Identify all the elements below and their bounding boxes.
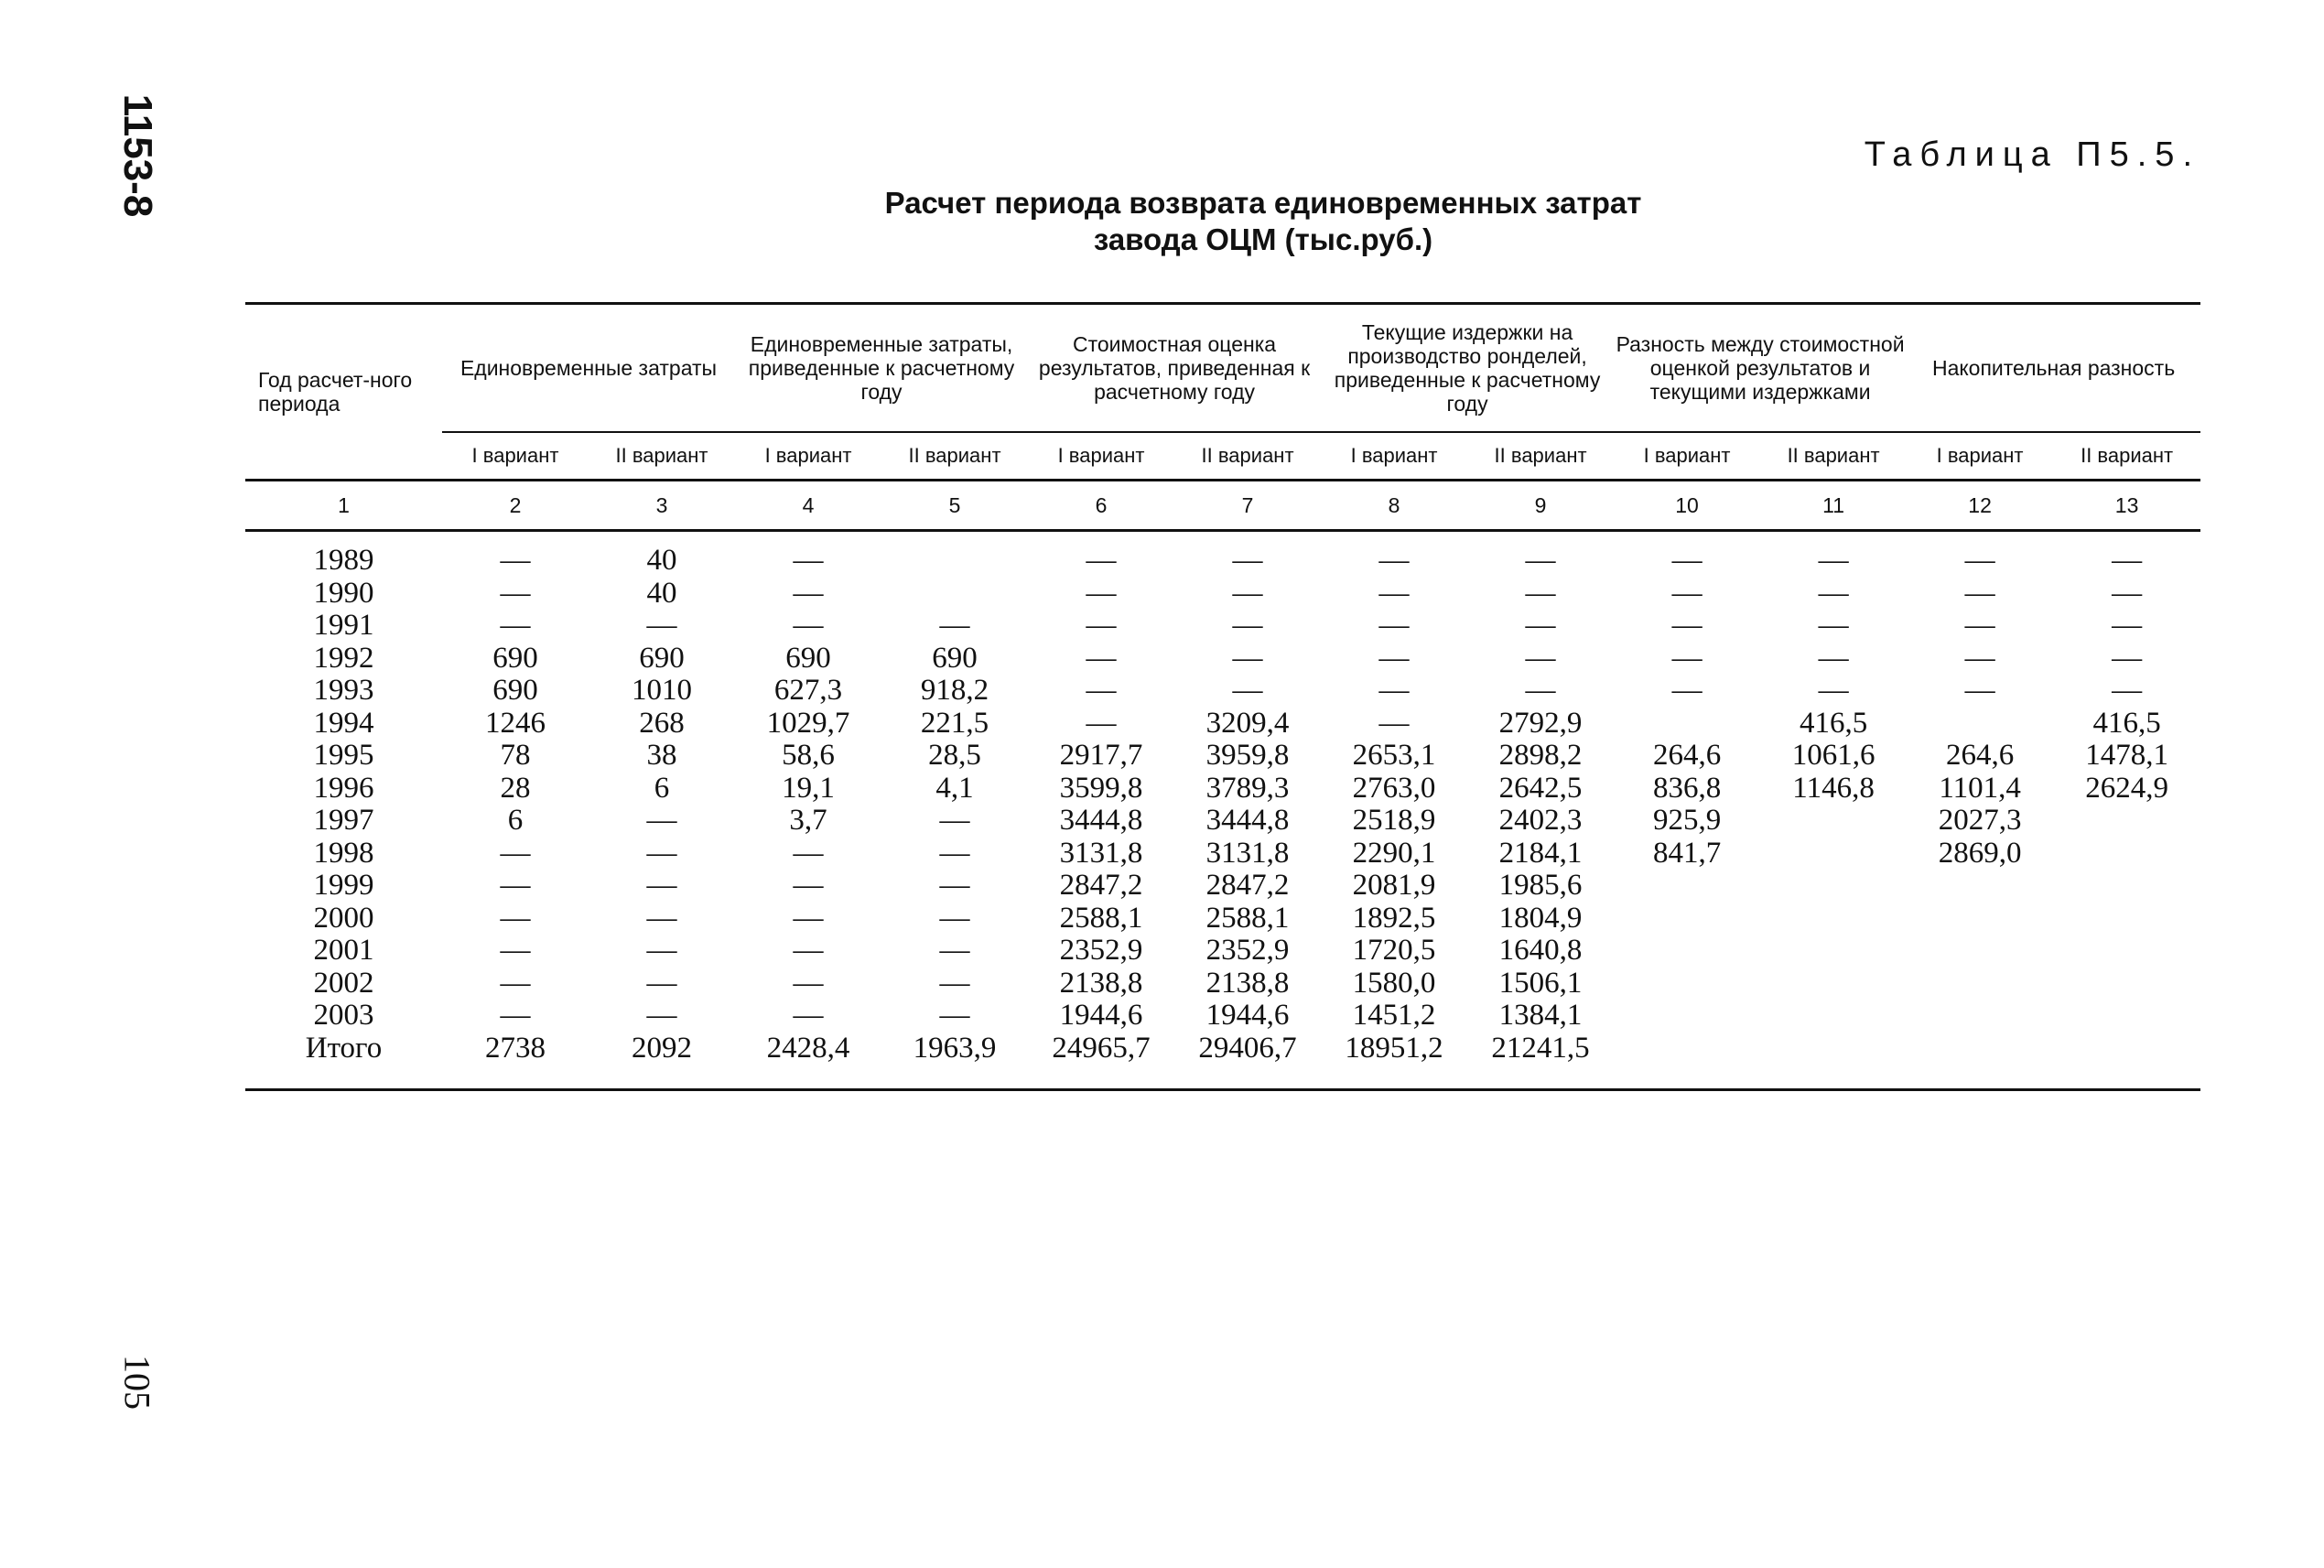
table-row	[245, 903, 2200, 935]
table-cell	[1907, 968, 2053, 1000]
table-cell	[2053, 805, 2200, 838]
table-cell: —	[500, 576, 531, 610]
table-cell: 19,1	[782, 771, 835, 805]
table-bottom-rule	[245, 1090, 2200, 1129]
table-cell: 2588,1	[1205, 901, 1290, 935]
year-cell: 1995	[313, 739, 374, 772]
table-cell	[2053, 1033, 2200, 1090]
table-cell: 2027,3	[1938, 804, 2022, 837]
table-cell: —	[500, 966, 531, 1000]
column-number-row	[245, 481, 2200, 531]
table-row	[245, 610, 2200, 643]
table-cell: 2518,9	[1352, 804, 1436, 837]
table-cell	[1760, 968, 1907, 1000]
table-cell	[2053, 1000, 2200, 1033]
table-cell: 28	[500, 771, 531, 805]
table-cell	[1614, 870, 1760, 903]
table-cell: 2138,8	[1059, 966, 1143, 1000]
year-cell: 1997	[313, 804, 374, 837]
table-cell: —	[500, 609, 531, 642]
table-cell: 2290,1	[1352, 836, 1436, 870]
table-cell	[2053, 838, 2200, 871]
table-cell: 836,8	[1652, 771, 1722, 805]
table-cell: —	[939, 999, 970, 1032]
column-number: 1	[245, 481, 442, 531]
table-cell: —	[1378, 576, 1410, 610]
table-row	[245, 708, 2200, 741]
table-cell	[2053, 903, 2200, 935]
table-cell: 29406,7	[1198, 1031, 1297, 1065]
table-cell: —	[793, 836, 824, 870]
group-header-results-value: Стоимостная оценка результатов, приведенная к расчетному году	[1028, 304, 1321, 433]
table-cell: —	[939, 804, 970, 837]
table-cell: 690	[785, 641, 831, 675]
table-cell: —	[646, 836, 677, 870]
variant-header: I вариант	[1321, 432, 1467, 481]
table-cell: —	[2112, 544, 2143, 577]
table-cell: 1010	[632, 674, 692, 707]
table-cell: —	[1232, 576, 1263, 610]
table-cell	[1907, 1033, 2053, 1090]
table-cell: 1985,6	[1498, 869, 1583, 902]
table-cell: 24965,7	[1052, 1031, 1151, 1065]
table-row	[245, 1000, 2200, 1033]
table-cell: 1478,1	[2085, 739, 2168, 772]
table-cell: —	[2112, 609, 2143, 642]
margin-document-code: 1153-8	[115, 93, 160, 218]
payback-table	[245, 302, 2200, 1128]
table-row	[245, 675, 2200, 708]
table-cell: 2588,1	[1059, 901, 1143, 935]
table-cell: 1146,8	[1792, 771, 1875, 805]
table-cell: —	[1818, 641, 1849, 675]
table-row	[245, 643, 2200, 676]
table-cell: —	[1232, 609, 1263, 642]
table-cell: —	[1086, 706, 1117, 740]
table-cell: —	[793, 966, 824, 1000]
table-cell	[1907, 935, 2053, 968]
table-cell: —	[1671, 576, 1702, 610]
table-cell	[2053, 870, 2200, 903]
table-cell: 690	[492, 641, 538, 675]
table-cell: —	[1525, 641, 1556, 675]
table-cell	[1760, 1000, 1907, 1033]
table-cell: 918,2	[920, 674, 989, 707]
column-number: 11	[1760, 481, 1907, 531]
year-cell: 2002	[313, 966, 374, 1000]
table-cell	[1760, 935, 1907, 968]
table-row	[245, 531, 2200, 578]
table-cell	[1760, 870, 1907, 903]
year-cell: Итого	[305, 1031, 383, 1065]
table-cell: —	[1378, 706, 1410, 740]
table-cell: 2138,8	[1205, 966, 1290, 1000]
table-cell: —	[500, 901, 531, 935]
variant-header: I вариант	[735, 432, 881, 481]
table-cell: 1246	[485, 706, 546, 740]
table-cell: —	[1378, 641, 1410, 675]
table-cell: 3959,8	[1205, 739, 1290, 772]
table-cell	[1614, 708, 1760, 741]
table-cell: 2092	[632, 1031, 692, 1065]
group-header-cumulative-difference: Накопительная разность	[1907, 304, 2200, 433]
table-cell: 6	[654, 771, 670, 805]
table-cell: —	[793, 609, 824, 642]
table-row	[245, 935, 2200, 968]
table-cell	[1760, 805, 1907, 838]
table-cell: 58,6	[782, 739, 835, 772]
page-number: 105	[116, 1355, 158, 1410]
table-cell: 268	[639, 706, 685, 740]
table-cell: —	[1378, 674, 1410, 707]
table-cell: —	[1525, 576, 1556, 610]
table-cell	[2053, 935, 2200, 968]
table-cell: —	[1378, 544, 1410, 577]
table-cell	[1907, 870, 2053, 903]
year-cell: 1993	[313, 674, 374, 707]
table-cell: 1963,9	[913, 1031, 997, 1065]
year-cell: 1994	[313, 706, 374, 740]
table-cell: —	[939, 934, 970, 967]
table-row	[245, 578, 2200, 611]
variant-header: II вариант	[1760, 432, 1907, 481]
table-cell: 38	[646, 739, 677, 772]
table-label: Таблица П5.5.	[1864, 135, 2200, 174]
table-cell: —	[1086, 544, 1117, 577]
table-cell: 3444,8	[1059, 804, 1143, 837]
table-cell: —	[1818, 576, 1849, 610]
table-cell	[881, 578, 1028, 611]
table-cell: —	[646, 804, 677, 837]
title-line-2: завода ОЦМ (тыс.руб.)	[1093, 222, 1433, 256]
year-cell: 1996	[313, 771, 374, 805]
table-cell: 2402,3	[1498, 804, 1583, 837]
table-cell: 2917,7	[1059, 739, 1143, 772]
table-cell: 2081,9	[1352, 869, 1436, 902]
table-cell: —	[500, 869, 531, 902]
variant-header: I вариант	[1614, 432, 1760, 481]
variant-header: I вариант	[1028, 432, 1174, 481]
table-cell: 2184,1	[1498, 836, 1583, 870]
table-row	[245, 968, 2200, 1000]
year-cell: 1989	[313, 544, 374, 577]
table-cell: —	[793, 901, 824, 935]
column-number: 12	[1907, 481, 2053, 531]
table-cell: —	[939, 901, 970, 935]
table-cell: 2653,1	[1352, 739, 1436, 772]
table-cell: 1451,2	[1352, 999, 1436, 1032]
table-cell: —	[1378, 609, 1410, 642]
table-cell	[1907, 903, 2053, 935]
column-number: 8	[1321, 481, 1467, 531]
column-number: 13	[2053, 481, 2200, 531]
table-cell: —	[1671, 641, 1702, 675]
table-cell: —	[793, 869, 824, 902]
table-cell: 2352,9	[1059, 934, 1143, 967]
table-cell	[881, 531, 1028, 578]
table-cell: —	[2112, 674, 2143, 707]
group-header-current-costs: Текущие издержки на производство ронделей, приведенные к расчетному году	[1321, 304, 1614, 433]
table-row	[245, 870, 2200, 903]
column-number: 9	[1467, 481, 1614, 531]
variant-header: I вариант	[1907, 432, 2053, 481]
table-cell: —	[1086, 609, 1117, 642]
table-cell	[1907, 1000, 2053, 1033]
table-cell: 2428,4	[766, 1031, 850, 1065]
table-cell: —	[646, 966, 677, 1000]
table-cell	[1760, 1033, 1907, 1090]
column-number: 6	[1028, 481, 1174, 531]
table-cell: 627,3	[773, 674, 843, 707]
table-cell: —	[1671, 609, 1702, 642]
table-cell: 690	[639, 641, 685, 675]
table-cell	[1614, 903, 1760, 935]
variant-header: II вариант	[881, 432, 1028, 481]
table-cell: —	[939, 836, 970, 870]
table-cell: 264,6	[1945, 739, 2015, 772]
year-cell: 2003	[313, 999, 374, 1032]
column-number: 4	[735, 481, 881, 531]
table-cell: —	[646, 999, 677, 1032]
column-number: 5	[881, 481, 1028, 531]
table-cell: —	[793, 999, 824, 1032]
table-body	[245, 531, 2200, 1090]
table-cell: 40	[646, 544, 677, 577]
variant-header: II вариант	[1467, 432, 1614, 481]
table-cell: —	[1525, 609, 1556, 642]
table-cell: 21241,5	[1491, 1031, 1590, 1065]
table-cell: 3131,8	[1059, 836, 1143, 870]
table-cell: —	[1232, 544, 1263, 577]
table-cell: —	[1964, 609, 1995, 642]
table-cell: —	[1818, 609, 1849, 642]
group-header-one-time-costs: Единовременные затраты	[442, 304, 735, 433]
table-cell: —	[500, 999, 531, 1032]
table-cell: 3444,8	[1205, 804, 1290, 837]
year-cell: 2001	[313, 934, 374, 967]
table-cell: —	[793, 576, 824, 610]
table-cell: —	[1232, 641, 1263, 675]
table-cell: —	[1525, 544, 1556, 577]
table-cell: —	[1964, 544, 1995, 577]
year-cell: 1991	[313, 609, 374, 642]
table-cell: 1101,4	[1939, 771, 2021, 805]
table-cell: —	[793, 544, 824, 577]
table-cell	[1614, 968, 1760, 1000]
table-title	[815, 185, 1712, 258]
table-cell: —	[1086, 641, 1117, 675]
table-cell: —	[500, 836, 531, 870]
table-cell: 2763,0	[1352, 771, 1436, 805]
year-cell: 1998	[313, 836, 374, 870]
table-cell: 2738	[485, 1031, 546, 1065]
year-cell: 1992	[313, 641, 374, 675]
table-cell: 925,9	[1652, 804, 1722, 837]
table-cell: 3209,4	[1205, 706, 1290, 740]
table-cell: 3599,8	[1059, 771, 1143, 805]
table-cell: 1506,1	[1498, 966, 1583, 1000]
table-row	[245, 838, 2200, 871]
table-cell: —	[646, 609, 677, 642]
table-cell: 1892,5	[1352, 901, 1436, 935]
table-cell: 3789,3	[1205, 771, 1290, 805]
table-cell: 18951,2	[1345, 1031, 1443, 1065]
table-cell: 2792,9	[1498, 706, 1583, 740]
table-cell: 28,5	[928, 739, 981, 772]
year-column-header: Год расчет-ного периода	[245, 304, 442, 481]
table-cell: 2869,0	[1938, 836, 2022, 870]
table-row	[245, 1033, 2200, 1090]
table-cell: —	[1818, 674, 1849, 707]
table-cell: 2642,5	[1498, 771, 1583, 805]
table-cell	[2053, 968, 2200, 1000]
column-number: 3	[589, 481, 735, 531]
year-cell: 1999	[313, 869, 374, 902]
year-cell: 1990	[313, 576, 374, 610]
table-cell: —	[2112, 576, 2143, 610]
table-cell: 1944,6	[1059, 999, 1143, 1032]
table-cell: —	[1964, 641, 1995, 675]
table-cell: 1720,5	[1352, 934, 1436, 967]
table-cell: —	[939, 869, 970, 902]
table-cell: 690	[492, 674, 538, 707]
table-cell: 2352,9	[1205, 934, 1290, 967]
table-cell: 416,5	[1799, 706, 1868, 740]
table-cell	[1760, 838, 1907, 871]
table-cell: 690	[932, 641, 978, 675]
column-number: 10	[1614, 481, 1760, 531]
table-cell	[1907, 708, 2053, 741]
table-cell: —	[500, 934, 531, 967]
group-header-discounted-costs: Единовременные затраты, приведенные к расчетному году	[735, 304, 1028, 433]
table-cell: —	[939, 966, 970, 1000]
table-cell: —	[939, 609, 970, 642]
table-row	[245, 773, 2200, 806]
variant-header: II вариант	[2053, 432, 2200, 481]
variant-header: II вариант	[589, 432, 735, 481]
table-cell: 40	[646, 576, 677, 610]
table-cell: —	[1964, 674, 1995, 707]
variant-header: II вариант	[1174, 432, 1321, 481]
table-cell: —	[500, 544, 531, 577]
table-cell: 1061,6	[1791, 739, 1875, 772]
table-cell: —	[1086, 674, 1117, 707]
table-cell	[1760, 903, 1907, 935]
table-cell: 1384,1	[1498, 999, 1583, 1032]
table-cell: 2847,2	[1059, 869, 1143, 902]
year-cell: 2000	[313, 901, 374, 935]
table-cell: 416,5	[2092, 706, 2161, 740]
table-cell: —	[646, 901, 677, 935]
table-cell: 2624,9	[2085, 771, 2168, 805]
table-cell: 78	[500, 739, 531, 772]
table-cell: —	[1525, 674, 1556, 707]
table-cell: 1580,0	[1352, 966, 1436, 1000]
table-cell: 2898,2	[1498, 739, 1583, 772]
title-line-1: Расчет периода возврата единовременных затрат	[884, 186, 1642, 220]
table-cell: —	[1086, 576, 1117, 610]
table-cell: —	[1964, 576, 1995, 610]
table-cell: 3131,8	[1205, 836, 1290, 870]
table-cell: 3,7	[789, 804, 827, 837]
table-cell: —	[1818, 544, 1849, 577]
table-cell: —	[1232, 674, 1263, 707]
table-cell	[1614, 1033, 1760, 1090]
column-number: 7	[1174, 481, 1321, 531]
column-number: 2	[442, 481, 589, 531]
table-cell: —	[2112, 641, 2143, 675]
table-cell: 2847,2	[1205, 869, 1290, 902]
table-cell: 1944,6	[1205, 999, 1290, 1032]
table-cell: —	[1671, 544, 1702, 577]
table-cell: 1640,8	[1498, 934, 1583, 967]
table-cell: 841,7	[1652, 836, 1722, 870]
table-row	[245, 805, 2200, 838]
table-cell	[1614, 935, 1760, 968]
table-cell: 221,5	[920, 706, 989, 740]
table-cell: —	[793, 934, 824, 967]
table-cell: 4,1	[935, 771, 974, 805]
table-cell: 1029,7	[766, 706, 850, 740]
table-cell: —	[646, 934, 677, 967]
table-cell	[1614, 1000, 1760, 1033]
table-cell: —	[1671, 674, 1702, 707]
table-cell: 6	[507, 804, 524, 837]
table-cell: 264,6	[1652, 739, 1722, 772]
table-row	[245, 740, 2200, 773]
group-header-difference: Разность между стоимостной оценкой результатов и текущими издержками	[1614, 304, 1907, 433]
table-cell: —	[646, 869, 677, 902]
variant-header: I вариант	[442, 432, 589, 481]
table-cell: 1804,9	[1498, 901, 1583, 935]
